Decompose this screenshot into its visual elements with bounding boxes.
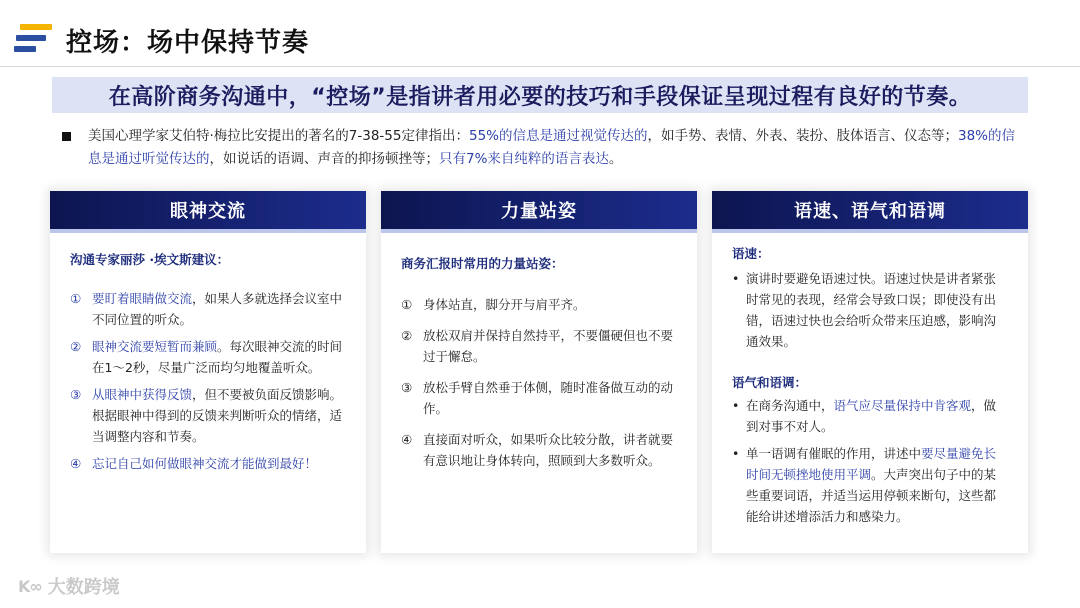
item-text: 单一语调有催眠的作用，讲述中 bbox=[746, 446, 922, 461]
section-subhead-tone: 语气和语调： bbox=[732, 375, 808, 390]
item-highlight: 眼神交流要短暂而兼顾 bbox=[92, 339, 218, 354]
item-text: 放松手臂自然垂于体侧，随时准备做互动的动作。 bbox=[423, 380, 674, 416]
intro-text bbox=[88, 125, 1027, 171]
item-highlight: 要盯着眼睛做交流 bbox=[92, 291, 193, 306]
page-title: 控场：场中保持节奏 bbox=[66, 28, 310, 58]
card-body bbox=[381, 229, 697, 471]
list-item bbox=[732, 443, 1008, 527]
item-number: ④ bbox=[70, 456, 82, 471]
item-number: ③ bbox=[70, 387, 82, 402]
card-eye-contact bbox=[50, 191, 366, 553]
item-text: ，但不要被负面反馈影响。根据眼神中得到的反馈来判断听众的情绪，适当调整内容和节奏。 bbox=[92, 387, 343, 444]
brand-logo bbox=[14, 24, 54, 56]
card-body bbox=[712, 229, 1028, 527]
item-text: 。大声突出句子中的某些重要词语，并适当运用停顿来断句，这些都能给讲述增添活力和感染力。 bbox=[746, 467, 997, 524]
card-power-pose bbox=[381, 191, 697, 553]
item-text: ，做到对事不对人。 bbox=[746, 398, 997, 434]
item-number: ② bbox=[70, 339, 82, 354]
watermark-text: 大数跨境 bbox=[47, 577, 120, 598]
item-highlight: 忘记自己如何做眼神交流才能做到最好！ bbox=[92, 456, 318, 471]
list-item bbox=[732, 395, 1008, 437]
bullet-dot-icon: • bbox=[732, 446, 740, 461]
intro-part: ，如手势、表情、外表、装扮、肢体语言、仪态等； bbox=[647, 128, 958, 144]
item-number: ② bbox=[401, 328, 413, 343]
item-text: 放松双肩并保持自然持平，不要僵硬但也不要过于懈怠。 bbox=[423, 328, 674, 364]
list-item bbox=[401, 294, 677, 315]
item-number: ① bbox=[401, 297, 413, 312]
card-header bbox=[381, 191, 697, 229]
list-item bbox=[70, 453, 346, 474]
card-header bbox=[712, 191, 1028, 229]
list-item bbox=[401, 325, 677, 367]
intro-highlight-visual: 55%的信息是通过视觉传达的 bbox=[468, 128, 648, 144]
card-title: 语速、语气和语调 bbox=[794, 201, 946, 222]
list-item bbox=[732, 268, 1008, 352]
section-subhead-pace: 语速： bbox=[732, 246, 770, 261]
card-subhead: 商务汇报时常用的力量站姿： bbox=[401, 256, 564, 271]
item-number: ③ bbox=[401, 380, 413, 395]
item-text: 在商务沟通中， bbox=[746, 398, 834, 413]
item-highlight: 从眼神中获得反馈 bbox=[92, 387, 193, 402]
intro-part: 。 bbox=[608, 151, 623, 167]
intro-part: ，如说话的语调、声音的抑扬顿挫等； bbox=[209, 151, 439, 167]
watermark-logo-icon: K∞ bbox=[18, 576, 42, 596]
intro-highlight-audio: 38%的信息是通过听觉传达的 bbox=[88, 128, 1016, 167]
card-body bbox=[50, 229, 366, 474]
card-title: 眼神交流 bbox=[170, 201, 246, 222]
item-number: ① bbox=[70, 291, 82, 306]
bullet-dot-icon: • bbox=[732, 398, 740, 413]
watermark bbox=[18, 573, 120, 599]
square-bullet-icon bbox=[62, 132, 71, 141]
header-divider bbox=[0, 66, 1080, 67]
banner-text: 在高阶商务沟通中，“控场”是指讲者用必要的技巧和手段保证呈现过程有良好的节奏。 bbox=[108, 84, 972, 110]
intro-highlight-verbal: 只有7%来自纯粹的语言表达 bbox=[439, 151, 609, 167]
item-text: 身体站直，脚分开与肩平齐。 bbox=[423, 297, 586, 312]
item-text: 演讲时要避免语速过快。语速过快是讲者紧张时常见的表现，经常会导致口误；即使没有出错，语速过快也会给听众带来压迫感，影响沟通效果。 bbox=[746, 271, 997, 349]
card-subhead: 沟通专家丽莎 ·埃文斯建议： bbox=[70, 252, 230, 267]
intro-bullet bbox=[62, 125, 1027, 171]
item-text: 。每次眼神交流的时间在1～2秒，尽量广泛而均匀地覆盖听众。 bbox=[92, 339, 343, 375]
intro-part: 美国心理学家艾伯特·梅拉比安提出的著名的7-38-55定律指出： bbox=[88, 128, 469, 144]
bullet-dot-icon: • bbox=[732, 271, 740, 286]
list-item bbox=[70, 288, 346, 330]
list-item bbox=[70, 336, 346, 378]
item-highlight: 要尽量避免长时间无顿挫地使用平调 bbox=[746, 446, 997, 482]
item-number: ④ bbox=[401, 432, 413, 447]
definition-banner bbox=[52, 77, 1028, 113]
list-item bbox=[401, 377, 677, 419]
card-speech-pace bbox=[712, 191, 1028, 553]
list-item bbox=[70, 384, 346, 447]
item-highlight: 语气应尽量保持中肯客观 bbox=[833, 398, 972, 413]
item-text: ，如果人多就选择会议室中不同位置的听众。 bbox=[92, 291, 343, 327]
list-item bbox=[401, 429, 677, 471]
card-header bbox=[50, 191, 366, 229]
card-title: 力量站姿 bbox=[501, 201, 577, 222]
item-text: 直接面对听众，如果听众比较分散，讲者就要有意识地让身体转向，照顾到大多数听众。 bbox=[423, 432, 674, 468]
